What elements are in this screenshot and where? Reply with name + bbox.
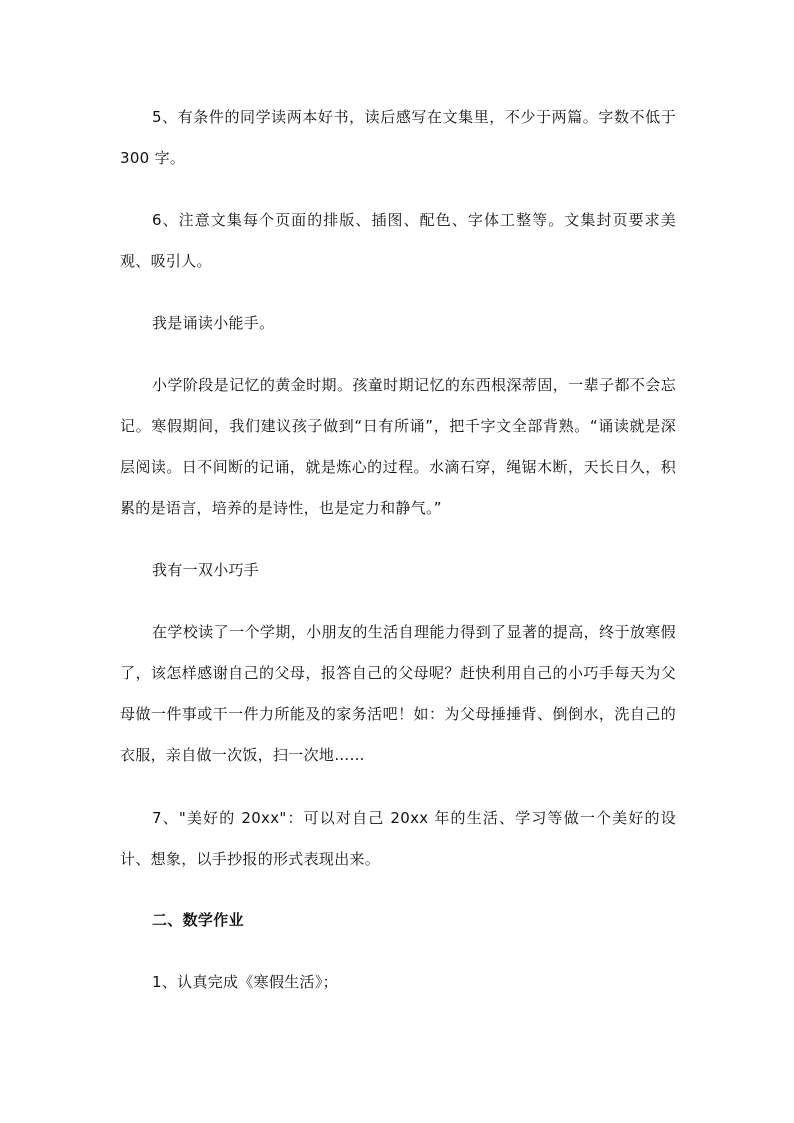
paragraph-math-task-1: 1、认真完成《寒假生活》； [152, 973, 338, 991]
paragraph-reading-task: 5、有条件的同学读两本好书，读后感写在文集里，不少于两篇。字数不低于 300 字。 [120, 108, 676, 167]
paragraph-housework: 在学校读了一个学期，小朋友的生活自理能力得到了显著的提高，终于放寒假了，该怎样感谢自己的父母，报答自己的父母呢？赶快利用自己的小巧手每天为父母做一件事或干一件力所能及的家务活吧！如：为父母捶捶背、倒倒水，洗自己的衣服，亲自做一次饭，扫一次地…… [120, 623, 676, 764]
section-heading-math: 二、数学作业 [152, 911, 244, 929]
subheading-handy-helper: 我有一双小巧手 [152, 561, 260, 579]
paragraph-newspaper-task: 7、"美好的 20xx"：可以对自己 20xx 年的生活、学习等做一个美好的设计、想象，以手抄报的形式表现出来。 [120, 809, 676, 868]
paragraph-recitation: 小学阶段是记忆的黄金时期。孩童时期记忆的东西根深蒂固，一辈子都不会忘记。寒假期间，我们建议孩子做到“日有所诵”，把千字文全部背熟。“诵读就是深层阅读。日不间断的记诵，就是炼心的过程。水滴石穿，绳锯木断，天长日久，积累的是语言，培养的是诗性，也是定力和静气。” [120, 376, 676, 517]
subheading-recitation: 我是诵读小能手。 [152, 314, 275, 332]
paragraph-layout-task: 6、注意文集每个页面的排版、插图、配色、字体工整等。文集封页要求美观、吸引人。 [120, 211, 676, 270]
